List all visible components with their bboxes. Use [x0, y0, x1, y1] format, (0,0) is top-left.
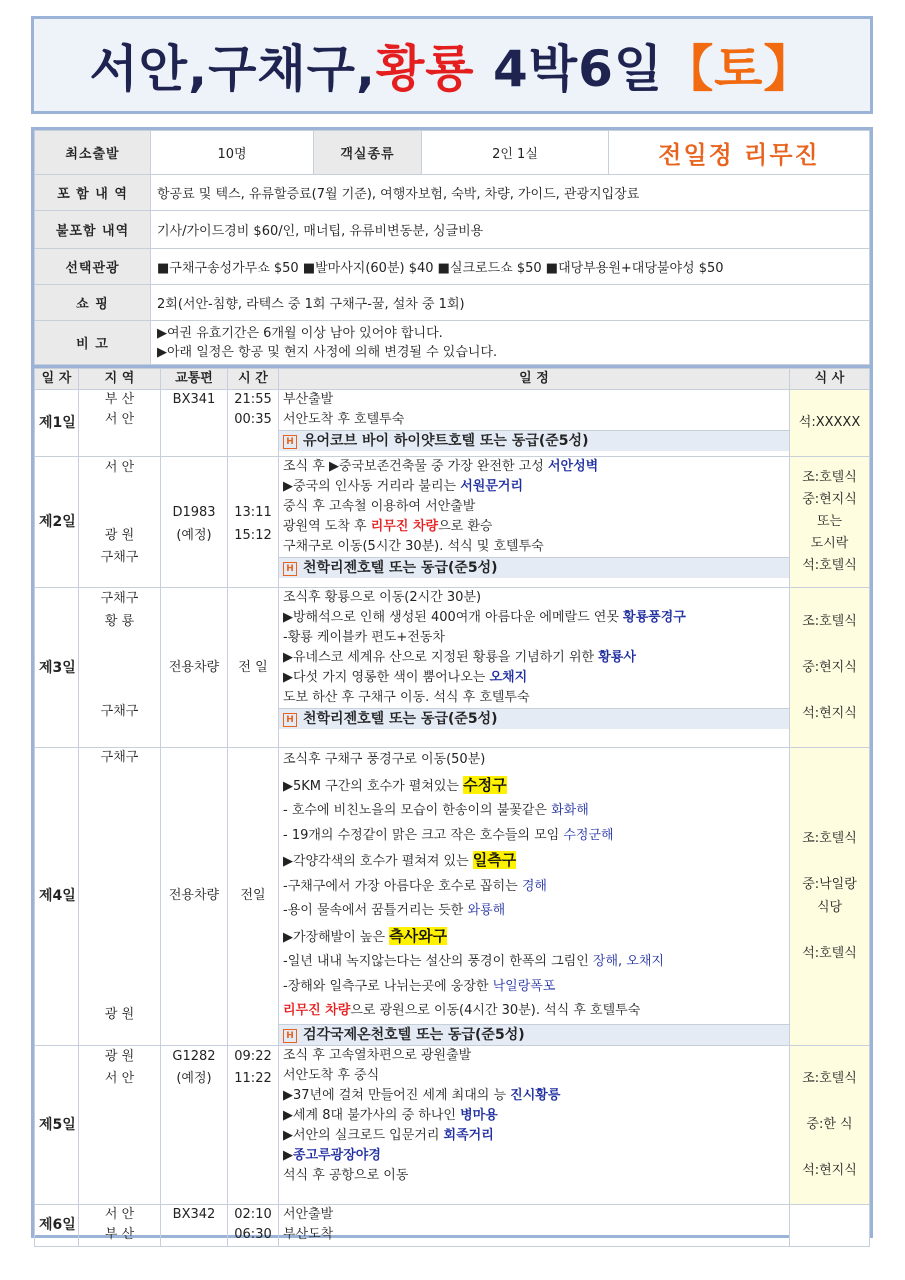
region-name: 서 안	[104, 412, 135, 427]
itinerary-line	[283, 1086, 785, 1106]
itinerary-text: 으로 광원으로 이동(4시간 30분). 석식 후 호텔투숙	[350, 1003, 641, 1018]
hotel-line	[279, 708, 789, 729]
itinerary-line	[283, 1106, 785, 1126]
region-name: 구채구	[100, 550, 139, 565]
time-cell	[228, 457, 279, 588]
itinerary-line	[283, 899, 785, 924]
place-name: 황룡풍경구	[623, 610, 686, 625]
region-name: 구채구	[100, 591, 139, 606]
meal-item: 중:현지식	[802, 492, 857, 507]
itinerary-line	[283, 477, 785, 497]
day-row-5	[35, 1045, 870, 1204]
meal-item: 또는	[816, 514, 843, 529]
itinerary-line	[283, 773, 785, 800]
itinerary-line	[283, 848, 785, 875]
day-label: 제2일	[35, 457, 79, 588]
itinerary-text: -일년 내내 녹지않는다는 설산의 풍경이 한폭의 그림인	[283, 954, 593, 969]
place-name: 서안성벽	[547, 459, 599, 474]
meal-item: 석:호텔식	[802, 946, 857, 962]
region-name: 황 룡	[104, 613, 135, 629]
optional-tour-value: ■구채구송성가무쇼 $50 ■발마사지(60분) $40 ■실크로드쇼 $50 ■대당부용원+대당불야성 $50	[151, 249, 870, 285]
itinerary-text: ▶방해석으로 인해 생성된 400여개 아름다운 에메랄드 연못	[283, 610, 624, 625]
hotel-icon: H	[283, 1029, 297, 1043]
limo-badge: 전일정 리무진	[609, 131, 870, 175]
header-meal: 식 사	[790, 369, 870, 390]
time-cell	[228, 1204, 279, 1246]
itinerary-text: ▶각양각색의 호수가 펼쳐져 있는	[283, 854, 473, 869]
shopping-value: 2회(서안-침향, 라텍스 중 1회 구채구-꿀, 설차 중 1회)	[151, 285, 870, 321]
time-value: 13:11	[234, 505, 272, 520]
time-cell: 전일	[228, 748, 279, 1046]
itinerary-text: ▶37년에 걸쳐 만들어진 세계 최대의 능	[283, 1087, 511, 1103]
itinerary-header-row	[35, 369, 870, 390]
itinerary-line: 조식후 구채구 풍경구로 이동(50분)	[283, 752, 486, 767]
day-row-1	[35, 390, 870, 457]
meal-item: 중:낙일랑	[802, 877, 857, 893]
transport-code: BX341	[172, 392, 216, 407]
itinerary-text: - 19개의 수정같이 맑은 크고 작은 호수들의 모임	[283, 827, 564, 843]
time-cell	[228, 390, 279, 457]
itinerary-line: 부산출발	[283, 392, 334, 407]
hotel-name: 검각국제온천호텔 또는 동급(준5성)	[303, 1026, 525, 1043]
hotel-line	[279, 1024, 789, 1045]
place-name: 화화해	[551, 803, 589, 818]
region-cell	[79, 588, 161, 748]
transport-note: (예정)	[176, 1071, 212, 1086]
region-cell	[79, 457, 161, 588]
itinerary-text: -구채구에서 가장 아름다운 호수로 꼽히는	[283, 878, 522, 894]
transport-code: D1983	[172, 505, 216, 520]
itinerary-cell	[279, 588, 790, 748]
limo-highlight: 리무진 차량	[370, 519, 439, 534]
header-region: 지 역	[79, 369, 161, 390]
title-part-1: 서안,구채구,	[89, 40, 376, 98]
transport-cell	[161, 1045, 228, 1204]
included-label: 포 함 내 역	[35, 175, 151, 211]
region-name: 서 안	[104, 1206, 135, 1222]
limo-highlight: 리무진 차량	[283, 1003, 351, 1018]
hotel-icon: H	[283, 435, 297, 449]
itinerary-line: 부산도착	[283, 1226, 334, 1242]
itinerary-text: 으로 환승	[438, 519, 493, 534]
itinerary-line	[283, 799, 785, 824]
itinerary-line	[283, 668, 785, 688]
region-cell	[79, 748, 161, 1046]
meal-item: 석:호텔식	[802, 558, 857, 573]
optional-tour-label: 선택관광	[35, 249, 151, 285]
region-cell	[79, 390, 161, 457]
time-value: 21:55	[234, 392, 272, 407]
meal-cell	[790, 1204, 870, 1246]
itinerary-line	[283, 1146, 785, 1166]
itinerary-line	[283, 875, 785, 900]
itinerary-line	[283, 648, 785, 668]
region-cell	[79, 1045, 161, 1204]
itinerary-line	[283, 457, 785, 477]
place-highlight: 측사와구	[389, 926, 448, 945]
itinerary-line: 중식 후 고속철 이용하여 서안출발	[283, 499, 476, 514]
place-name: 수정군해	[563, 827, 614, 843]
header-transport: 교통편	[161, 369, 228, 390]
time-value: 09:22	[234, 1048, 272, 1064]
itinerary-line	[283, 924, 785, 951]
meal-cell	[790, 390, 870, 457]
included-value: 항공료 및 텍스, 유류할증료(7월 기준), 여행자보험, 숙박, 차량, 가이드, 관광지입장료	[151, 175, 870, 211]
day-label: 제3일	[35, 588, 79, 748]
meal-item: 중:현지식	[802, 659, 857, 675]
itinerary-text: ▶유네스코 세계유 산으로 지정된 황룡을 기념하기 위한	[283, 650, 599, 665]
region-name: 구채구	[100, 750, 139, 765]
shopping-label: 쇼 핑	[35, 285, 151, 321]
itinerary-line	[283, 950, 785, 975]
header-day: 일 자	[35, 369, 79, 390]
title-part-4: 【토】	[663, 40, 815, 98]
page-title	[89, 29, 814, 101]
transport-cell	[161, 1204, 228, 1246]
place-name: 오채지	[489, 670, 528, 685]
place-name: 와룡해	[467, 903, 506, 918]
place-name: 낙일랑폭포	[492, 978, 556, 994]
transport-code: G1282	[172, 1048, 216, 1064]
region-cell	[79, 1204, 161, 1246]
meal-item: 식당	[816, 900, 843, 916]
itinerary-line: -황룡 케이블카 편도+전동차	[283, 630, 445, 645]
itinerary-cell	[279, 1204, 790, 1246]
place-name: 장해, 오채지	[592, 954, 664, 969]
header-time: 시 간	[228, 369, 279, 390]
place-highlight: 수정구	[463, 775, 507, 794]
itinerary-text: ▶가장해발이 높은	[283, 929, 390, 945]
day-label: 제4일	[35, 748, 79, 1046]
region-name: 광 원	[104, 1048, 135, 1064]
itinerary-line	[283, 824, 785, 849]
meal-item: 조:호텔식	[802, 613, 857, 629]
meal-cell	[790, 748, 870, 1046]
title-part-2: 황룡	[375, 40, 475, 98]
meal-item: 조:호텔식	[802, 831, 857, 847]
transport-note: (예정)	[176, 527, 212, 543]
day-label: 제5일	[35, 1045, 79, 1204]
place-name: 서원문거리	[460, 479, 524, 494]
hotel-name: 유어코브 바이 하이얏트호텔 또는 동급(준5성)	[303, 433, 589, 449]
region-name: 서 안	[104, 460, 135, 475]
excluded-label: 불포함 내역	[35, 211, 151, 249]
itinerary-text: ▶다섯 가지 영롱한 색이 뿜어나오는	[283, 670, 490, 685]
itinerary-line: 조식후 황룡으로 이동(2시간 30분)	[283, 590, 482, 605]
itinerary-line	[283, 1126, 785, 1146]
itinerary-table	[31, 365, 873, 1242]
itinerary-cell	[279, 390, 790, 457]
time-value: 11:22	[234, 1071, 272, 1086]
time-value: 15:12	[234, 527, 272, 543]
place-name: 병마용	[460, 1107, 498, 1123]
itinerary-line	[283, 999, 785, 1024]
hotel-name: 천학리젠호텔 또는 동급(준5성)	[303, 711, 498, 727]
hotel-name: 천학리젠호텔 또는 동급(준5성)	[303, 560, 498, 576]
time-value: 00:35	[234, 412, 272, 427]
hotel-line	[279, 430, 789, 451]
excluded-value: 기사/가이드경비 $60/인, 매너팁, 유류비변동분, 싱글비용	[151, 211, 870, 249]
day-row-6	[35, 1204, 870, 1246]
transport-cell: 전용차량	[161, 748, 228, 1046]
itinerary-line	[283, 517, 785, 537]
meal-item: 중:한 식	[806, 1116, 853, 1132]
region-name: 광 원	[104, 1006, 135, 1022]
place-name: 진시황릉	[510, 1087, 561, 1103]
itinerary-line	[283, 975, 785, 1000]
itinerary-line: 구채구로 이동(5시간 30분). 석식 및 호텔투숙	[283, 539, 544, 554]
itinerary-text: 광원역 도착 후	[283, 519, 371, 534]
itinerary-text: ▶서안의 실크로드 입문거리	[283, 1127, 444, 1143]
time-cell: 전 일	[228, 588, 279, 748]
meal-item: 조:호텔식	[802, 470, 857, 485]
place-highlight: 일측구	[472, 851, 517, 869]
transport-cell: 전용차량	[161, 588, 228, 748]
region-name: 구채구	[100, 703, 139, 719]
hotel-icon: H	[283, 562, 297, 576]
itinerary-cell	[279, 457, 790, 588]
itinerary-text: ▶세계 8대 불가사의 중 하나인	[283, 1107, 461, 1123]
transport-cell	[161, 457, 228, 588]
place-name: 종고루광장야경	[293, 1147, 381, 1163]
itinerary-text: - 호수에 비친노을의 모습이 한송이의 불꽃같은	[283, 803, 552, 818]
region-name: 광 원	[104, 527, 135, 543]
hotel-icon: H	[283, 713, 297, 727]
tour-info-table	[31, 127, 873, 367]
itinerary-text: 조식 후 ▶중국보존건축물 중 가장 완전한 고성	[283, 459, 548, 474]
hotel-line	[279, 557, 789, 578]
itinerary-line: 석식 후 공항으로 이동	[283, 1167, 409, 1183]
itinerary-line: 서안출발	[283, 1206, 334, 1222]
meal-item: 석:현지식	[802, 1162, 857, 1178]
itinerary-text: -용이 물속에서 꿈틀거리는 듯한	[283, 903, 468, 918]
time-value: 02:10	[234, 1206, 272, 1222]
itinerary-text: ▶5KM 구간의 호수가 펼쳐있는	[283, 778, 464, 794]
header-itinerary: 일 정	[279, 369, 790, 390]
meal-cell	[790, 457, 870, 588]
remark-1: ▶여권 유효기간은 6개월 이상 남아 있어야 합니다.	[157, 325, 443, 341]
transport-cell	[161, 390, 228, 457]
place-name: 회족거리	[443, 1127, 494, 1143]
day-label: 제6일	[35, 1204, 79, 1246]
place-name: 황룡사	[598, 650, 636, 665]
itinerary-cell	[279, 748, 790, 1046]
remark-2: ▶아래 일정은 항공 및 현지 사정에 의해 변경될 수 있습니다.	[157, 344, 498, 360]
meal-item: 석:현지식	[802, 705, 857, 721]
title-banner	[31, 16, 873, 114]
min-departure-value: 10명	[151, 131, 314, 175]
meal-cell	[790, 588, 870, 748]
itinerary-line	[283, 608, 785, 628]
region-name: 부 산	[104, 1226, 135, 1242]
day-row-2	[35, 457, 870, 588]
day-row-4	[35, 748, 870, 1046]
meal-cell	[790, 1045, 870, 1204]
meal-item: 도시락	[810, 536, 849, 551]
room-type-label: 객실종류	[314, 131, 422, 175]
min-departure-label: 최소출발	[35, 131, 151, 175]
day-label: 제1일	[35, 390, 79, 457]
region-name: 서 안	[104, 1071, 135, 1086]
itinerary-line: 서안도착 후 호텔투숙	[283, 412, 405, 427]
itinerary-line: 도보 하산 후 구채구 이동. 석식 후 호텔투숙	[283, 690, 530, 705]
itinerary-text: -장해와 일측구로 나뉘는곳에 웅장한	[283, 978, 493, 994]
time-cell	[228, 1045, 279, 1204]
place-name: 경해	[521, 878, 547, 894]
remarks-value	[151, 321, 870, 365]
meal-item: 석:XXXXX	[798, 415, 861, 430]
meal-item: 조:호텔식	[802, 1070, 857, 1086]
itinerary-cell	[279, 1045, 790, 1204]
itinerary-line: 서안도착 후 중식	[283, 1067, 380, 1083]
region-name: 부 산	[104, 392, 135, 407]
day-row-3	[35, 588, 870, 748]
room-type-value: 2인 1실	[422, 131, 609, 175]
title-part-3: 4박6일	[474, 40, 664, 98]
time-value: 06:30	[234, 1226, 272, 1242]
transport-code: BX342	[172, 1206, 216, 1222]
itinerary-text: ▶	[283, 1147, 293, 1163]
itinerary-text: ▶중국의 인사동 거리라 불리는	[283, 479, 461, 494]
itinerary-line: 조식 후 고속열차편으로 광원출발	[283, 1047, 472, 1063]
remarks-label: 비 고	[35, 321, 151, 365]
